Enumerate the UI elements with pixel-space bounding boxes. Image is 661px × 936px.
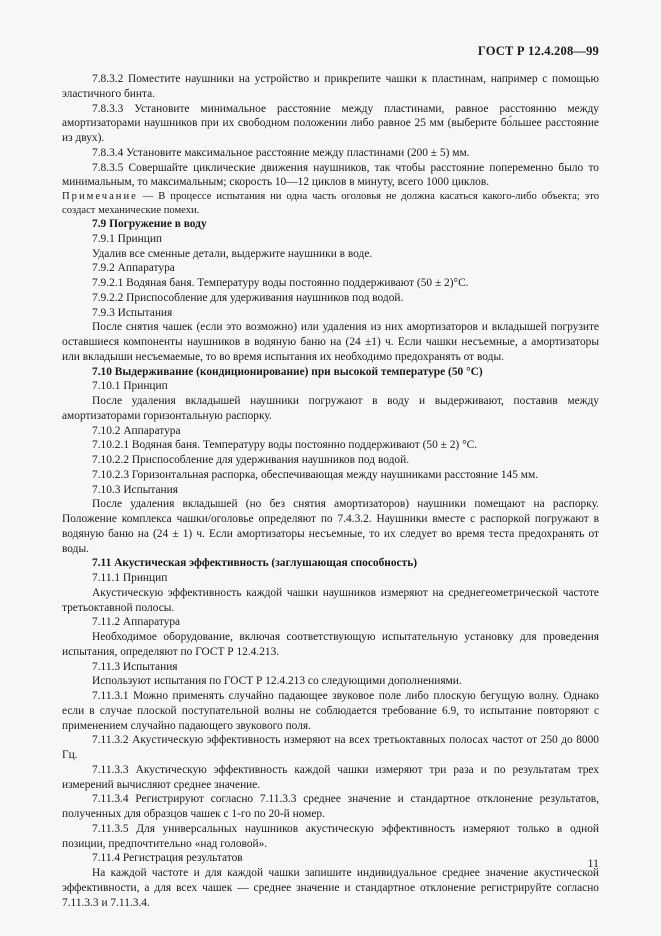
body-paragraph: 7.8.3.3 Установите минимальное расстояние между пластинами, равное расстоянию между амортизаторами наушников при их свободном положении либо равное 25 мм (выберите бо́льшее расстояние из двух). xyxy=(62,102,599,144)
body-paragraph: Акустическую эффективность каждой чашки наушников измеряют на среднегеометрической частоте третьоктавной полосы. xyxy=(62,586,599,614)
body-paragraph: 7.11.2 Аппаратура xyxy=(92,616,181,629)
body-paragraph: 7.9.3 Испытания xyxy=(92,306,173,319)
body-paragraph: 7.10.2.3 Горизонтальная распорка, обеспечивающая между наушниками расстояние 145 мм. xyxy=(92,468,539,481)
section-heading: 7.9 Погружение в воду xyxy=(92,218,207,230)
note-label: Примечание xyxy=(62,191,138,202)
body-paragraph: После снятия чашек (если это возможно) или удаления из них амортизаторов и вкладышей погрузите оставшиеся компоненты наушников в водяную баню на (24 ±1) ч. Если чашки несъемные, а амортизаторы или вкладыши несъемаемые, то во время испытания их необходимо предохранять от воды. xyxy=(62,321,599,363)
body-paragraph: 7.9.1 Принцип xyxy=(92,232,163,245)
body-paragraph: 7.10.1 Принцип xyxy=(92,380,168,393)
body-paragraph: 7.9.2.2 Приспособление для удерживания наушников под водой. xyxy=(92,291,404,304)
body-paragraph: 7.11.3.5 Для универсальных наушников акустическую эффективность измеряют только в одной позиции, предпочтительно «над головой». xyxy=(62,822,599,850)
note-text: — В процессе испытания ни одна часть оголовья не должна касаться какого-либо объекта; это создаст механические помехи. xyxy=(62,191,599,216)
body-paragraph: 7.10.3 Испытания xyxy=(92,483,178,496)
body-paragraph: Удалив все сменные детали, выдержите наушники в воде. xyxy=(92,247,373,260)
body-paragraph: 7.10.2.1 Водяная баня. Температуру воды постоянно поддерживают (50 ± 2) °С. xyxy=(92,439,478,452)
page-number: 11 xyxy=(587,856,599,870)
section-heading: 7.11 Акустическая эффективность (заглушающая способность) xyxy=(92,557,418,570)
body-paragraph: 7.8.3.2 Поместите наушники на устройство и прикрепите чашки к пластинам, например с помощью эластичного бинта. xyxy=(62,73,599,100)
body-paragraph: 7.11.3.1 Можно применять случайно падающее звуковое поле либо плоскую бегущую волну. Однако если в случае плоской поступательной волны не соблюдается требование 6.9, то испытание повторяют с применением случайно падающего звукового поля. xyxy=(62,690,599,732)
body-paragraph: 7.11.4 Регистрация результатов xyxy=(92,852,243,865)
body-paragraph: Необходимое оборудование, включая соответствующую испытательную установку для проведения испытания, определяют по ГОСТ Р 12.4.213. xyxy=(62,631,599,658)
body-paragraph: 7.11.3.4 Регистрируют согласно 7.11.3.3 среднее значение и стандартное отклонение результатов, полученных для образцов чашек с 1-го по 20-й номер. xyxy=(62,793,599,820)
body-paragraph: 7.8.3.4 Установите максимальное расстояние между пластинами (200 ± 5) мм. xyxy=(92,146,470,159)
body-paragraph: 7.11.3.3 Акустическую эффективность каждой чашки измеряют три раза и по результатам трех измерений вычисляют среднее значение. xyxy=(62,763,599,791)
body-paragraph: Используют испытания по ГОСТ Р 12.4.213 со следующими дополнениями. xyxy=(92,675,462,688)
body-paragraph: 7.9.2 Аппаратура xyxy=(92,262,175,275)
section-heading: 7.10 Выдерживание (кондиционирование) при высокой температуре (50 °С) xyxy=(92,365,483,378)
body-paragraph: На каждой частоте и для каждой чашки запишите индивидуальное среднее значение акустической эффективности, а для всех чашек — среднее значение и стандартное отклонение регистрируйте согласно 7.11.3.3 и 7.11.3.4. xyxy=(62,867,599,909)
body-paragraph: 7.10.2 Аппаратура xyxy=(92,424,181,437)
body-paragraph: 7.11.1 Принцип xyxy=(92,572,168,584)
body-paragraph: 7.11.3.2 Акустическую эффективность измеряют на всех третьоктавных полосах частот от 250 до 8000 Гц. xyxy=(62,734,599,761)
body-paragraph: 7.9.2.1 Водяная баня. Температуру воды постоянно поддерживают (50 ± 2)°С. xyxy=(92,277,469,289)
body-paragraph: 7.10.2.2 Приспособление для удерживания наушников под водой. xyxy=(92,454,410,466)
note-paragraph xyxy=(62,190,599,217)
document-body xyxy=(62,72,599,910)
body-paragraph: После удаления вкладышей (но без снятия амортизаторов) наушники помещают на распорку. Положение комплекса чашки/оголовье определяют по 7.4.3.2. Наушники вместе с распоркой погружают в водяную баню на (24 ± 1) ч. Если амортизаторы несъемные, то их следует во время теста предохранять от воды. xyxy=(62,498,599,555)
body-paragraph: После удаления вкладышей наушники погружают в воду и выдерживают, поставив между амортизаторами горизонтальную распорку. xyxy=(62,395,599,422)
document-id-header: ГОСТ Р 12.4.208—99 xyxy=(477,44,599,58)
body-paragraph: 7.8.3.5 Совершайте циклические движения наушников, так чтобы расстояние попеременно было то минимальным, то максимальным; скорость 10—12 циклов в минуту, всего 1000 циклов. xyxy=(62,161,599,189)
body-paragraph: 7.11.3 Испытания xyxy=(92,660,178,673)
